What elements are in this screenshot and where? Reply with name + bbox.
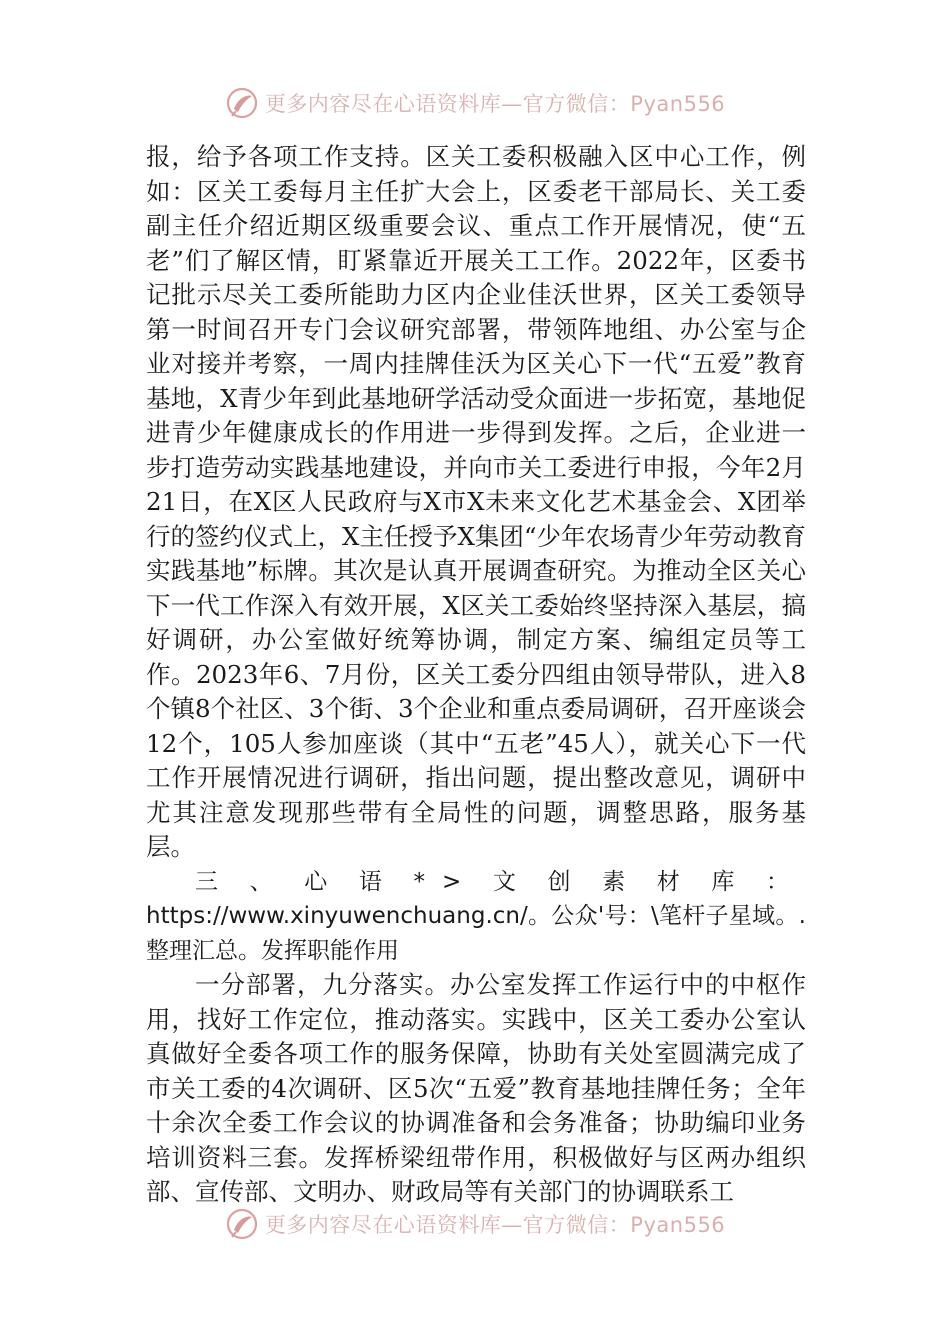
section-heading-prefix: 三、心语*>文创素材库： xyxy=(195,868,806,895)
body-paragraph-2: 一分部署，九分落实。办公室发挥工作运行中的中枢作用，找好工作定位，推动落实。实践中，区关工委办公室认真做好全委各项工作的服务保障，协助有关处室圆满完成了市关工委的4次调研、区5次“五爱”教育基地挂牌任务；全年十余次全委工作会议的协调准备和会务准备；协助编印业务培训资料三套。发挥桥梁纽带作用，积极做好与区两办组织部、宣传部、文明办、财政局等有关部门的协调联系工 xyxy=(146,970,806,1206)
watermark-footer xyxy=(0,1207,950,1241)
logo-icon xyxy=(225,1207,259,1241)
section-heading xyxy=(146,865,806,969)
watermark-text: 更多内容尽在心语资料库—官方微信：Pyan556 xyxy=(264,1213,726,1237)
watermark-text: 更多内容尽在心语资料库—官方微信：Pyan556 xyxy=(264,92,726,116)
body-paragraph-1: 报，给予各项工作支持。区关工委积极融入区中心工作，例如：区关工委每月主任扩大会上，区委老干部局长、关工委副主任介绍近期区级重要会议、重点工作开展情况，使“五老”们了解区情，盯紧靠近开展关工工作。2022年，区委书记批示尽关工委所能助力区内企业佳沃世界，区关工委领导第一时间召开专门会议研究部署，带领阵地组、办公室与企业对接并考察，一周内挂牌佳沃为区关心下一代“五爱”教育基地，X青少年到此基地研学活动受众面进一步拓宽，基地促进青少年健康成长的作用进一步得到发挥。之后，企业进一步打造劳动实践基地建设，并向市关工委进行申报，今年2月21日，在X区人民政府与X市X未来文化艺术基金会、X团举行的签约仪式上，X主任授予X集团“少年农场青少年劳动教育实践基地”标牌。其次是认真开展调查研究。为推动全区关心下一代工作深入有效开展，X区关工委始终坚持深入基层，搞好调研，办公室做好统筹协调，制定方案、编组定员等工作。2023年6、7月份，区关工委分四组由领导带队，进入8个镇8个社区、3个街、3个企业和重点委局调研，召开座谈会12个，105人参加座谈（其中“五老”45人），就关心下一代工作开展情况进行调研，指出问题，提出整改意见，调研中尤其注意发现那些带有全局性的问题，调整思路，服务基层。 xyxy=(146,142,807,861)
logo-icon xyxy=(225,86,259,120)
document-page xyxy=(146,140,806,1210)
section-heading-text: https://www.xinyuwenchuang.cn/。公众'号：\笔杆子星域。.整理汇总。发挥职能作用 xyxy=(146,903,806,964)
watermark-header xyxy=(0,86,950,120)
